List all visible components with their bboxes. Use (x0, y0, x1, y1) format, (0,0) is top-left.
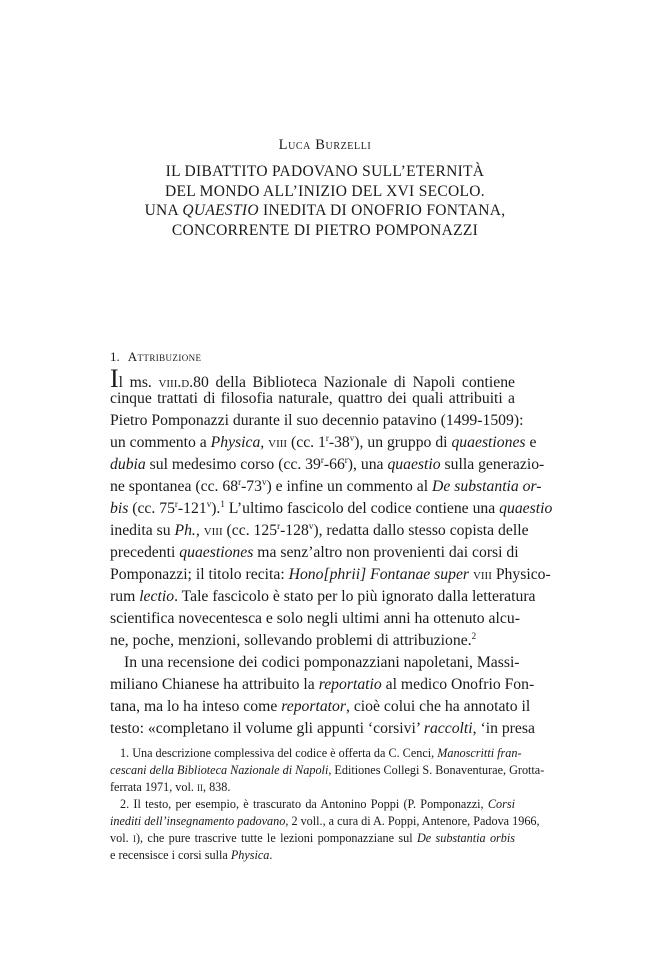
italic-run: quaestiones (451, 434, 526, 451)
text-run: ma senz’altro non provenienti dai corsi di (253, 544, 519, 561)
section-heading (110, 349, 530, 365)
italic-run: Ph., (174, 522, 200, 539)
text-run: ), redatta dallo stesso copista delle (313, 522, 529, 539)
italic-run: lectio (139, 588, 175, 605)
text-run: ), una (347, 456, 388, 473)
text-run: ), un gruppo di (354, 434, 452, 451)
roman-numeral: viii (268, 434, 288, 451)
title-line-2: DEL MONDO ALL’INIZIO DEL XVI SECOLO. (165, 182, 485, 200)
body-line (110, 521, 529, 544)
italic-run: De substantia orbis (416, 831, 516, 845)
italic-run: Manoscritti fran- (437, 746, 522, 760)
title-line-3 (0, 201, 650, 221)
footnote-1-line (120, 746, 522, 763)
text-run: cinque trattati di filosofia naturale, quattro dei quali attribuiti a (110, 390, 515, 407)
folio-superscript: v (261, 477, 267, 487)
text-run: , cioè colui che ha annotato il (346, 698, 531, 715)
body-line (110, 390, 515, 412)
body-line (110, 477, 542, 500)
text-run: L’ultimo fascicolo del codice contiene una (224, 500, 500, 517)
text-run: -128 (280, 522, 309, 539)
italic-run: De substantia or- (432, 478, 542, 495)
folio-superscript: v (206, 499, 212, 509)
body-line (110, 433, 537, 456)
text-run: e recensisce i corsi sulla (110, 848, 231, 862)
text-run: . Tale fascicolo è stato per lo più ignorato dalla letteratura (174, 588, 536, 605)
body-line (110, 499, 553, 522)
text-run: ne, poche, menzioni, sollevando problemi di attribuzione. (110, 632, 472, 649)
body-line (110, 632, 515, 654)
text-run: inedita su (110, 522, 175, 539)
italic-run: reportator (281, 698, 346, 715)
folio-superscript: r (325, 433, 329, 443)
text-run: precedenti (110, 544, 180, 561)
body-line (110, 364, 515, 393)
title-text: INEDITA DI ONOFRIO FONTANA, (258, 202, 506, 219)
folio-superscript: r (277, 521, 281, 531)
italic-run: quaestio (499, 500, 553, 517)
italic-run: inediti dell’insegnamento padovano (110, 814, 286, 828)
text-run: (cc. 75 (128, 500, 175, 517)
folio-superscript: r (238, 477, 242, 487)
italic-run: quaestiones (179, 544, 254, 561)
text-run: un commento a (110, 434, 211, 451)
body-line (110, 610, 520, 632)
text-run: 2. Il testo, per esempio, è trascurato da Antonino Poppi (P. Pomponazzi, (120, 797, 488, 811)
body-line (110, 588, 536, 610)
text-run: In una recensione dei codici pomponazziani napoletani, Massi- (124, 654, 520, 671)
text-run: -73 (241, 478, 262, 495)
text-run: al medico Onofrio Fon- (381, 676, 535, 693)
title-italic-text: QUAESTIO (182, 202, 259, 219)
roman-numeral: viii (472, 566, 492, 583)
text-run: sul medesimo corso (cc. 39 (145, 456, 321, 473)
text-run: rum (110, 588, 140, 605)
title-text: UNA (144, 202, 183, 219)
text-run: , ‘in presa (472, 720, 535, 737)
body-line (110, 566, 551, 588)
footnote-2-line (110, 848, 515, 865)
body-line (110, 720, 535, 742)
body-line (110, 676, 535, 698)
roman-numeral: viii (203, 522, 223, 539)
text-run: Pietro Pomponazzi durante il suo decennio patavino (1499-1509): (110, 412, 524, 429)
title-line-1: IL DIBATTITO PADOVANO SULL’ETERNITÀ (165, 163, 485, 180)
text-run: , Editiones Collegi S. Bonaventurae, Grotta- (328, 763, 545, 777)
folio-superscript: v (308, 521, 314, 531)
text-run: e (525, 434, 537, 451)
title-line-4: CONCORRENTE DI PIETRO POMPONAZZI (171, 221, 479, 239)
text-run: Pomponazzi; il titolo recita: (110, 566, 289, 583)
text-run: tana, ma lo ha inteso come (110, 698, 282, 715)
text-run: 1. Una descrizione complessiva del codice è offerta da C. Cenci, (120, 746, 438, 760)
section-title: Attribuzione (127, 349, 202, 364)
text-run: ) e infine un commento al (266, 478, 433, 495)
text-run: -121 (177, 500, 207, 517)
footnote-2-line (110, 814, 540, 831)
text-run: miliano Chianese ha attribuito la (110, 676, 319, 693)
italic-run: Physica (230, 848, 270, 862)
footnote-1-line (110, 763, 545, 780)
text-run: Physico- (491, 566, 551, 583)
italic-run: Hono[phrii] Fontanae super (288, 566, 470, 583)
body-line (110, 698, 531, 720)
footnote-1-line (110, 780, 515, 797)
folio-superscript: r (320, 455, 324, 465)
text-run: -66 (323, 456, 345, 473)
text-run: scientifica novecentesca e solo negli ultimi anni ha ottenuto alcu- (110, 610, 520, 627)
folio-superscript: r (174, 499, 178, 509)
drop-cap: I (110, 364, 119, 393)
footnote-ref-1[interactable]: 1 (220, 499, 225, 509)
roman-numeral: ii (196, 780, 203, 794)
body-line (110, 412, 524, 434)
text-run: ferrata 1971, vol. (110, 780, 197, 794)
text-run: l ms. (118, 374, 159, 391)
text-run: sulla generazio- (440, 456, 545, 473)
text-run: testo: «completano il volume gli appunti ‘corsivi’ (110, 720, 424, 737)
body-line (124, 654, 520, 676)
roman-numeral: i (132, 831, 136, 845)
footnote-2-line (120, 797, 515, 814)
italic-run: dubia (110, 456, 146, 473)
italic-run: Corsi (487, 797, 515, 811)
text-run: ). (211, 500, 221, 517)
text-run: -38 (328, 434, 350, 451)
footnote-ref-2[interactable]: 2 (471, 631, 477, 641)
folio-superscript: v (349, 433, 355, 443)
section-number: 1. (110, 349, 120, 364)
folio-superscript: r (344, 455, 348, 465)
italic-run: bis (110, 500, 129, 517)
text-run: ), che pure trascrive tutte le lezioni pomponazziane sul (135, 831, 417, 845)
text-run: (cc. 125 (222, 522, 278, 539)
article-title (0, 162, 650, 240)
text-run: vol. (110, 831, 133, 845)
author-name: Luca Burzelli (278, 137, 372, 153)
footnote-2-line (110, 831, 515, 848)
body-line (110, 544, 519, 566)
shelfmark: viii.d.80 (158, 374, 209, 391)
italic-run: raccolti (423, 720, 473, 737)
text-run: , 838. (202, 780, 231, 794)
text-run: , 2 voll., a cura di A. Poppi, Antenore, Padova 1966, (285, 814, 540, 828)
italic-run: Physica, (210, 434, 265, 451)
italic-run: reportatio (318, 676, 382, 693)
body-line (110, 455, 545, 478)
text-run: ne spontanea (cc. 68 (110, 478, 239, 495)
text-run: (cc. 1 (287, 434, 326, 451)
italic-run: cescani della Biblioteca Nazionale di Napoli (110, 763, 329, 777)
italic-run: quaestio (387, 456, 441, 473)
text-run: della Biblioteca Nazionale di Napoli contiene (208, 374, 515, 391)
text-run: . (269, 848, 273, 862)
